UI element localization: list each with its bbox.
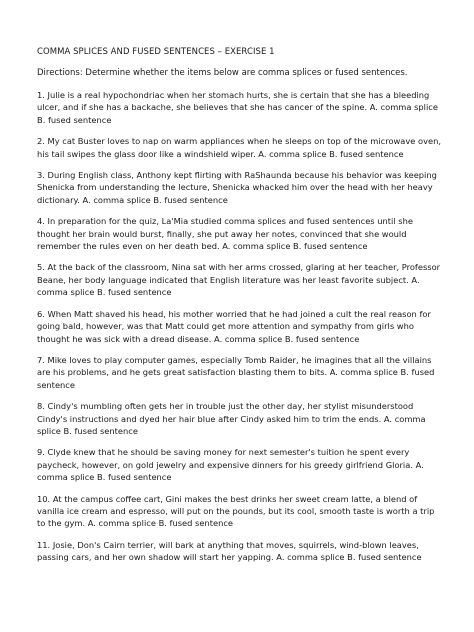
exercise-item-9: 9. Clyde knew that he should be saving money for next semester's tuition he spent every paycheck, however, on gold jewelry and expensive dinners for his greedy girlfriend Gloria. A. comma splice B. fused sentence xyxy=(37,447,424,483)
exercise-item-3: 3. During English class, Anthony kept flirting with RaShaunda because his behavior was keeping Shenicka from understanding the lecture, Shenicka whacked him over the head with her heavy dictionary. A. comma splice B. fused sentence xyxy=(37,170,437,205)
directions-text: Directions: Determine whether the items below are comma splices or fused sentences. xyxy=(37,68,408,78)
exercise-item-7: 7. Mike loves to play computer games, especially Tomb Raider, he imagines that all the villains are his problems, and he gets great satisfaction blasting them to bits. A. comma splice B. fused sentence xyxy=(37,354,435,390)
document-page xyxy=(37,46,442,573)
exercise-item-4: 4. In preparation for the quiz, La'Mia studied comma splices and fused sentences until she thought her brain would burst, finally, she put away her notes, convinced that she would remember the rules even on her death bed. A. comma splice B. fused sentence xyxy=(37,216,413,252)
exercise-item-8: 8. Cindy's mumbling often gets her in trouble just the other day, her stylist misunderstood Cindy's instructions and dyed her hair blue after Cindy asked him to trim the ends. A. comma splice B. fused sentence xyxy=(37,401,426,436)
exercise-item-10: 10. At the campus coffee cart, Gini makes the best drinks her sweet cream latte, a blend of vanilla ice cream and espresso, will put on the pounds, but its cool, smooth taste is worth a trip to the gym. A. comma splice B. fused sentence xyxy=(37,493,435,529)
exercise-item-11: 11. Josie, Don's Cairn terrier, will bark at anything that moves, squirrels, wind-blown leaves, passing cars, and her own shadow will start her yapping. A. comma splice B. fused sentence xyxy=(37,539,422,563)
exercise-item-2: 2. My cat Buster loves to nap on warm appliances when he sleeps on top of the microwave oven, his tail swipes the glass door like a windshield wiper. A. comma splice B. fused sentence xyxy=(37,136,442,159)
exercise-item-5: 5. At the back of the classroom, Nina sat with her arms crossed, glaring at her teacher, Professor Beane, her body language indicated that English literature was her least favorite subject. A. comma splice B. fused sentence xyxy=(37,262,441,298)
exercise-item-1: 1. Julie is a real hypochondriac when her stomach hurts, she is certain that she has a bleeding ulcer, and if she has a backache, she believes that she has cancer of the spine. A. comma splice B. fused sentence xyxy=(37,90,438,125)
document-title: COMMA SPLICES AND FUSED SENTENCES – EXERCISE 1 xyxy=(37,47,275,57)
exercise-item-6: 6. When Matt shaved his head, his mother worried that he had joined a cult the real reason for going bald, however, was that Matt could get more attention and sympathy from girls who thought he was sick with a dread disease. A. comma splice B. fused sentence xyxy=(37,308,431,344)
